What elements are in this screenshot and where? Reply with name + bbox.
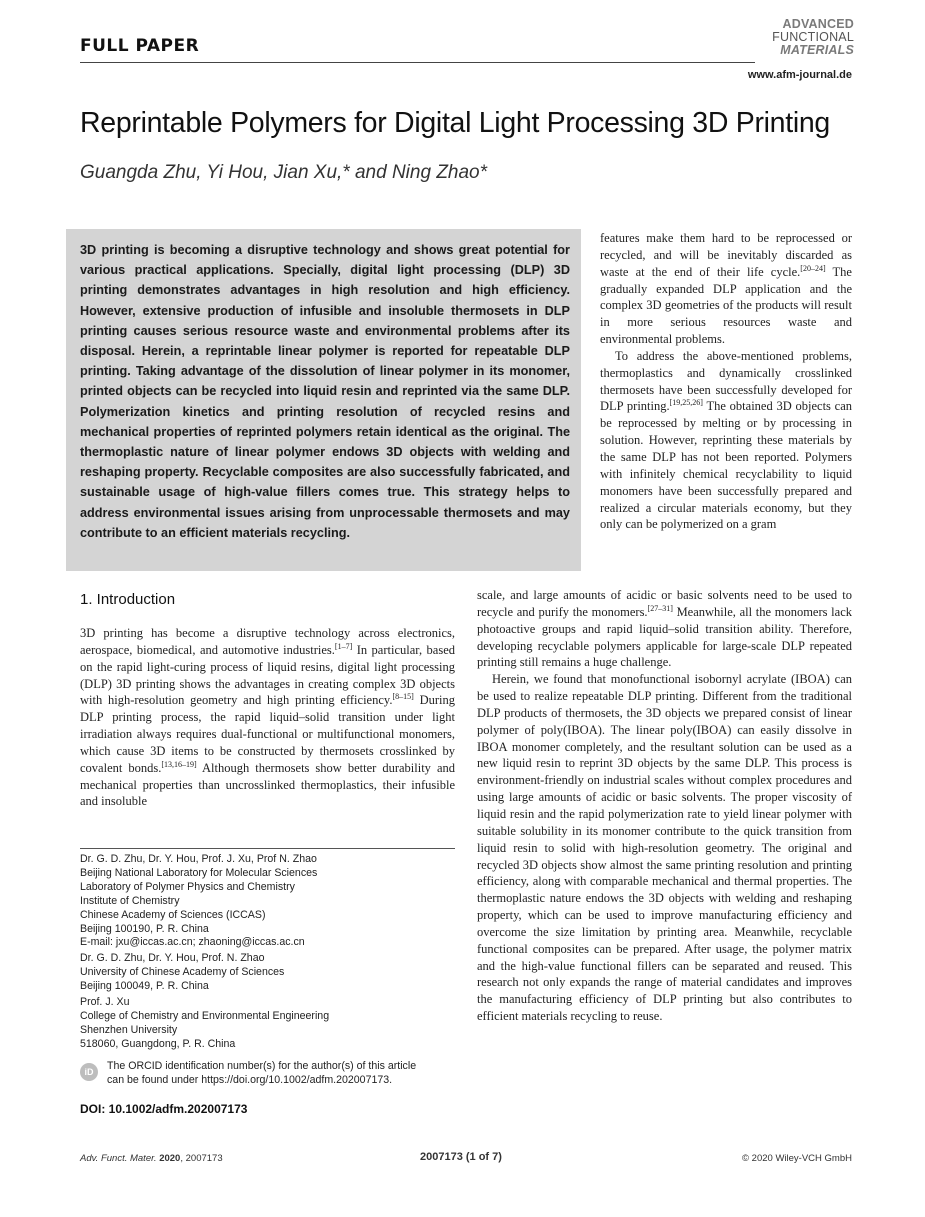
abstract-text: 3D printing is becoming a disruptive technology and shows great potential for various practical applications. Specially, digital light processing (DLP) 3D printing demonstrates advantages in high resolution and high efficiency. However, extensive production of infusible and insoluble thermosets in DLP printing causes serious resource waste and environmental problems after its disposal. Herein, a reprintable linear polymer is reported for repeatable DLP printing. Taking advantage of the dissolution of linear polymer in its monomer, printed objects can be recycled into liquid resin and reprinted via the same DLP. Polymerization kinetics and printing resolution of recycled resins and mechanical properties of reprinted polymers retain identical as the original. The thermoplastic nature of linear polymer endows 3D objects with welding and reshaping property. Recyclable composites are also successfully fabricated, and sustainable usage of high-value fillers comes true. This strategy helps to address environmental issues arising from unprocessable thermosets and may contribute to an efficient materials recycling. [80, 243, 570, 540]
citation[interactable]: [1–7] [334, 641, 353, 651]
affiliation-block: Dr. G. D. Zhu, Dr. Y. Hou, Prof. N. Zhao University of Chinese Academy of Sciences Beijing 100049, P. R. China [80, 952, 285, 993]
citation[interactable]: [8–15] [392, 692, 414, 702]
left-column-intro [80, 625, 455, 810]
paragraph: features make them hard to be reprocessed or recycled, and will be inevitably discarded as waste at the end of their life cycle.[20–24] The gradually expanded DLP application and the complex 3D geometries of the products will result in more serious resources waste and environmental problems. [600, 231, 852, 347]
paragraph: To address the above-mentioned problems, thermoplastics and dynamically crosslinked thermosets have been successfully developed for DLP printing.[19,25,26] The obtained 3D objects can be reprocessed by melting or by processing in solution. However, reprinting these materials by the same DLP has not been reported. Polymers with infinitely chemical recyclability to liquid monomers have been successfully prepared and realized a circular materials economy, but they only can be polymerized on a gram [600, 348, 853, 532]
page-number: 2007173 (1 of 7) [420, 1151, 502, 1163]
citation[interactable]: [13,16–19] [161, 759, 197, 769]
right-column-top [600, 230, 852, 533]
copyright: © 2020 Wiley-VCH GmbH [742, 1153, 852, 1164]
section-label: FULL PAPER [80, 36, 200, 56]
article-title: Reprintable Polymers for Digital Light Processing 3D Printing [80, 107, 830, 139]
journal-logo [758, 18, 854, 57]
citation[interactable]: [20–24] [800, 263, 826, 273]
affiliation-block: Prof. J. Xu College of Chemistry and Environmental Engineering Shenzhen University 518060, Guangdong, P. R. China [80, 996, 330, 1050]
orcid-link[interactable]: can be found under https://doi.org/10.1002/adfm.202007173. [107, 1073, 393, 1086]
section-heading: 1. Introduction [80, 591, 176, 608]
paragraph: 3D printing has become a disruptive technology across electronics, aerospace, biomedical, and automotive industries.[1–7] In particular, based on the rapid light-curing process of liquid resins, digital light processing (DLP) 3D printing shows the advantages in creating complex 3D objects with high-resolution geometry and high printing efficiency.[8–15] During DLP printing process, the rapid liquid–solid transition under light irradiation always requires dual-functional or multifunctional monomers, which cause 3D items to be constructed by thermosets crosslinked by covalent bonds.[13,16–19] Although thermosets show better durability and mechanical properties than uncrosslinked thermoplastics, their infusible and insoluble [80, 626, 455, 809]
paragraph: Herein, we found that monofunctional isobornyl acrylate (IBOA) can be used to realize repeatable DLP printing. Different from the traditional DLP products of thermosets, the 3D objects we prepared consist of linear polymer of poly(IBOA). The linear poly(IBOA) can easily dissolve in IBOA monomer completely, and the resultant solution can be used as a new liquid resin to reprint 3D objects by the same DLP. This process is environment-friendly on industrial scales without complex procedures and using large amounts of acidic or basic solvents. The proper viscosity of liquid resin and the rapid polymerization rate to yield linear polymer with suitable solubility in its monomer contribute to the quick transition from liquid resin to solid with high-resolution geometry. The original and recycled 3D objects show almost the same printing resolution and printing efficiency, along with comparable mechanical and thermal properties. The thermoplastic nature endows the 3D objects with welding and reshaping property, which can be used to improve manufacturing efficiency and overcome the size limitation by printing area. Meanwhile, recyclable functional composites can be prepared. After usage, the polymer matrix and the high-value functional fillers can be separated and reused. This research not only expands the range of material candidates and improves the manufacturing efficiency of DLP printing but also contributes to efficient materials recycling to reuse. [477, 672, 852, 1024]
logo-line-3: MATERIALS [780, 43, 854, 57]
affiliation-block: Dr. G. D. Zhu, Dr. Y. Hou, Prof. J. Xu, Prof N. Zhao Beijing National Laboratory for Molecular Sciences Laboratory of Polymer Physics and Chemistry Institute of Chemistry Chinese Academy of Sciences (ICCAS) Beijing 100190, P. R. China E-mail: jxu@iccas.ac.cn; zhaoning@iccas.ac.cn [80, 853, 460, 950]
citation[interactable]: [27–31] [647, 603, 673, 613]
doi[interactable]: DOI: 10.1002/adfm.202007173 [80, 1102, 248, 1116]
orcid-text: The ORCID identification number(s) for the author(s) of this article can be found under https://doi.org/10.1002/adfm.202007173. [107, 1060, 457, 1088]
affiliation-rule [80, 848, 455, 849]
header-rule [80, 62, 755, 63]
paragraph: scale, and large amounts of acidic or basic solvents need to be used to recycle and purify the monomers.[27–31] Meanwhile, all the monomers lack photoactive groups and rapid liquid–solid transition ability. Therefore, developing recyclable polymers applicable for large-scale DLP repeated printing still remains a huge challenge. [477, 588, 852, 670]
journal-url[interactable]: www.afm-journal.de [747, 69, 852, 81]
orcid-note [80, 1060, 460, 1090]
author-list: Guangda Zhu, Yi Hou, Jian Xu,* and Ning Zhao* [80, 162, 488, 183]
orcid-icon[interactable]: iD [80, 1063, 98, 1081]
logo-line-2: FUNCTIONAL [772, 30, 854, 44]
citation[interactable]: [19,25,26] [669, 398, 703, 408]
email-line[interactable]: E-mail: jxu@iccas.ac.cn; zhaoning@iccas.ac.cn [80, 936, 305, 949]
affiliations [80, 853, 460, 1052]
logo-line-1: ADVANCED [782, 17, 854, 31]
footer-citation: Adv. Funct. Mater. 2020, 2007173 [80, 1153, 223, 1164]
right-column-bottom [477, 587, 852, 1025]
